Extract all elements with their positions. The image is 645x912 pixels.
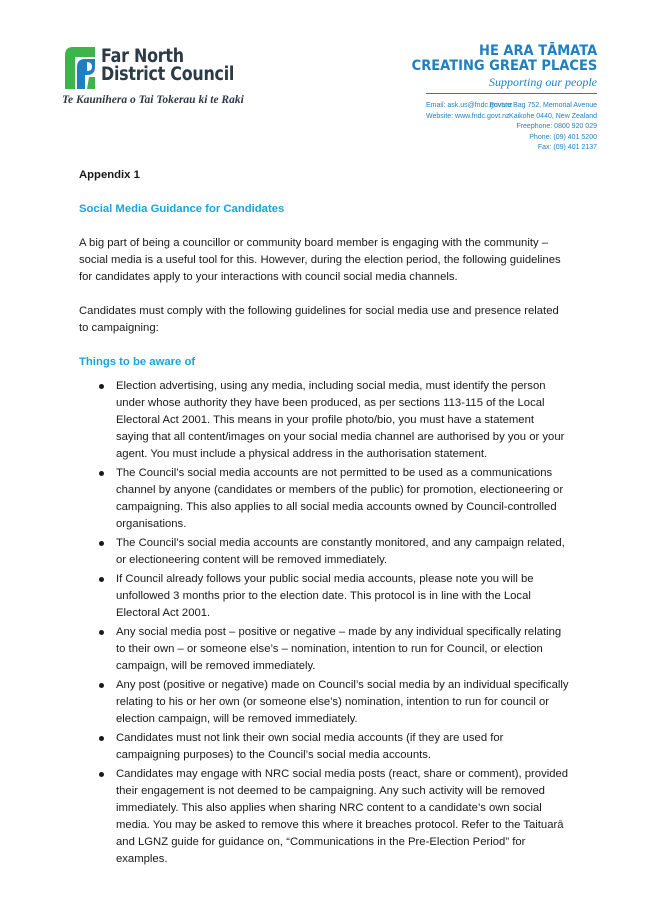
contact-email[interactable]: Email: ask.us@fndc.govt.nz <box>426 102 513 109</box>
bullet-icon <box>99 384 104 389</box>
list-item <box>79 766 569 868</box>
bullet-icon <box>99 541 104 546</box>
list-item-text: Candidates must not link their own social media accounts (if they are used for campaigning purposes) to the Council’s social media accounts. <box>116 732 504 761</box>
org-name <box>101 48 234 84</box>
brand-line2: CREATING GREAT PLACES <box>411 58 597 74</box>
list-item <box>79 571 569 622</box>
contact-website[interactable]: Website: www.fndc.govt.nz <box>426 112 510 120</box>
list-item-text: The Council’s social media accounts are constantly monitored, and any campaign related, or electioneering content will be removed immediately. <box>116 537 565 566</box>
brand-line1: HE ARA TĀMATA <box>478 43 597 59</box>
list-item <box>79 465 569 533</box>
document-body <box>79 167 569 870</box>
fndc-logo-icon <box>63 45 97 90</box>
list-item-text: Candidates may engage with NRC social media posts (react, share or comment), provided their engagement is not deemed to be campaigning. Any such activity will be removed immediately. This also applies when sharing NRC content to a candidate’s own social media. You may be asked to remove this where it breaches protocol. Refer to the Taituarā and LGNZ guide for guidance on, “Communications in the Pre-Election Period” for examples. <box>116 768 569 865</box>
list-item <box>79 677 569 728</box>
list-item-text: Any post (positive or negative) made on Council’s social media by an individual specifically relating to his or her own (or someone else’s) nomination, intention to run for council or election campaign, will be removed immediately. <box>116 679 569 725</box>
contact-phone: Phone: (09) 401 5200 <box>529 133 597 141</box>
list-item <box>79 624 569 675</box>
appendix-label: Appendix 1 <box>79 169 140 181</box>
list-item-text: If Council already follows your public social media accounts, please note you will be unfollowed 3 months prior to the election date. This protocol is in line with the Local Electoral Act 2001. <box>116 573 534 619</box>
contact-fax: Fax: (09) 401 2137 <box>537 144 597 151</box>
bullet-icon <box>99 772 104 777</box>
bullet-icon <box>99 577 104 582</box>
intro-paragraph: A big part of being a councillor or community board member is engaging with the community – social media is a useful tool for this. However, during the election period, the following guidelines for candidates apply to your interactions with council social media channels. <box>79 237 561 283</box>
list-item <box>79 378 569 463</box>
bullet-icon <box>99 736 104 741</box>
bullet-icon <box>99 471 104 476</box>
brand-line3: Supporting our people <box>489 75 597 89</box>
comply-paragraph: Candidates must comply with the following guidelines for social media use and presence related to campaigning: <box>79 305 559 334</box>
org-name-line2: District Council <box>101 64 235 85</box>
contact-freephone: Freephone: 0800 920 029 <box>516 123 597 130</box>
address-line2: Kaikohe 0440, New Zealand <box>509 112 597 120</box>
section-heading: Things to be aware of <box>79 356 196 368</box>
org-name-line1: Far North <box>101 46 184 67</box>
bullet-icon <box>99 683 104 688</box>
maori-tagline: Te Kaunihera o Tai Tokerau ki te Raki <box>62 94 244 106</box>
list-item-text: Any social media post – positive or negative – made by any individual specifically relating to their own – or someone else’s – nomination, intention to run for Council, or election campaign, will be removed immediately. <box>116 626 562 672</box>
list-item-text: The Council’s social media accounts are not permitted to be used as a communications channel by anyone (candidates or members of the public) for promotion, electioneering or campaigning. This also applies to all social media accounts owned by Council-controlled organisations. <box>116 467 564 530</box>
brand-divider <box>426 93 597 94</box>
list-item <box>79 730 569 764</box>
list-item <box>79 535 569 569</box>
guideline-list <box>79 378 569 868</box>
address-line1: Private Bag 752, Memorial Avenue <box>489 102 597 109</box>
letterhead <box>0 0 645 160</box>
contact-address <box>489 101 597 154</box>
brand-slogan <box>391 44 597 90</box>
document-title: Social Media Guidance for Candidates <box>79 203 285 215</box>
list-item-text: Election advertising, using any media, including social media, must identify the person under whose authority they have been produced, as per sections 113-115 of the Local Electoral Act 2001. This means in your profile photo/bio, you must have a statement saying that all content/images on your social media channel are authorised by you or your agent. You must include a physical address in the authorisation statement. <box>116 380 565 460</box>
bullet-icon <box>99 630 104 635</box>
